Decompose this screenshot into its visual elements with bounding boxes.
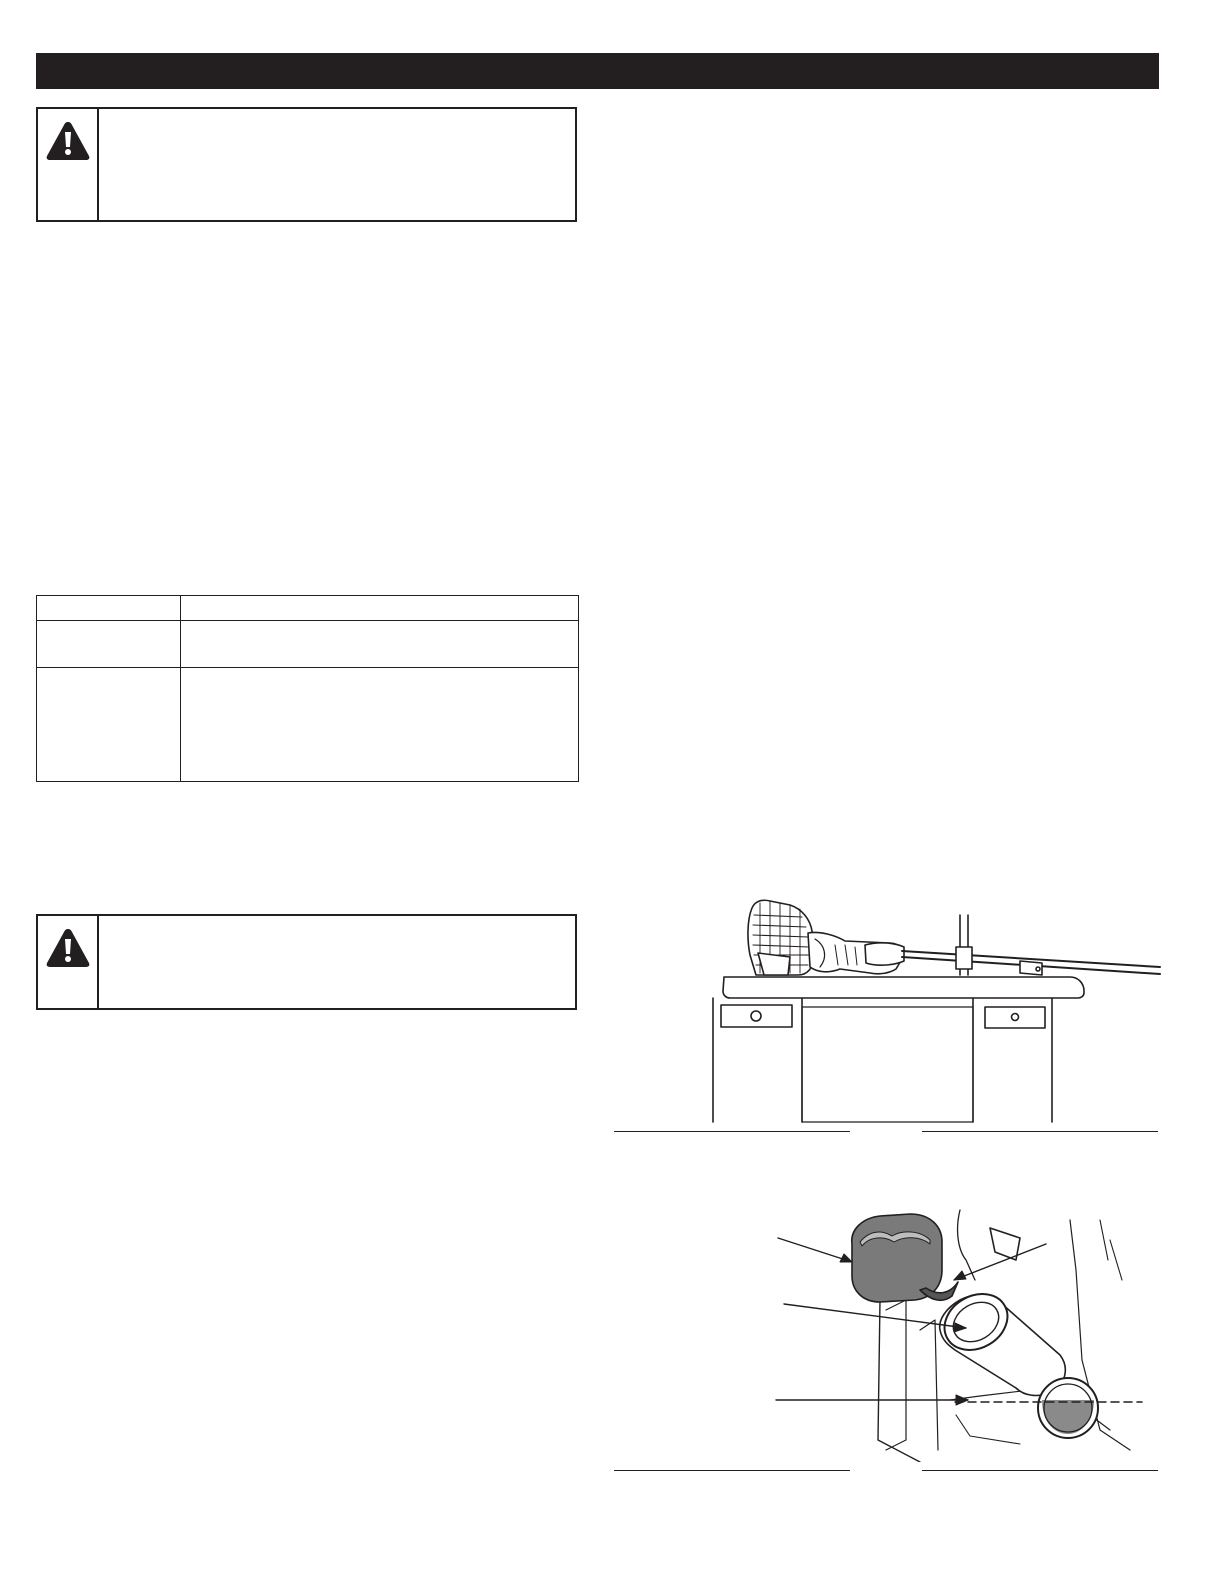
trimmer-on-workbench-illustration [690, 895, 1170, 1127]
figure-caption-rule-left [614, 1131, 850, 1132]
table-cell-value [181, 596, 579, 621]
warning-box-1 [36, 107, 577, 222]
warning-triangle-icon [44, 119, 92, 163]
figure-caption-rule-right [922, 1131, 1158, 1132]
table-cell-label [37, 621, 181, 668]
table-cell-label [37, 668, 181, 782]
warning-box-2 [36, 914, 577, 1010]
table-cell-value [181, 668, 579, 782]
table-row [37, 596, 579, 621]
table-cell-label [37, 596, 181, 621]
warning-triangle-icon [44, 926, 92, 970]
spec-table [36, 595, 579, 782]
table-row [37, 668, 579, 782]
figure-caption-rule-right [922, 1470, 1158, 1471]
table-row [37, 621, 579, 668]
oil-fill-detail-illustration [770, 1200, 1162, 1462]
figure-caption-rule-left [614, 1470, 850, 1471]
table-cell-value [181, 621, 579, 668]
section-header-bar [36, 53, 1159, 89]
warning-text [99, 916, 575, 1008]
warning-text [99, 109, 575, 220]
warning-icon-cell [38, 916, 99, 1008]
warning-icon-cell [38, 109, 99, 220]
